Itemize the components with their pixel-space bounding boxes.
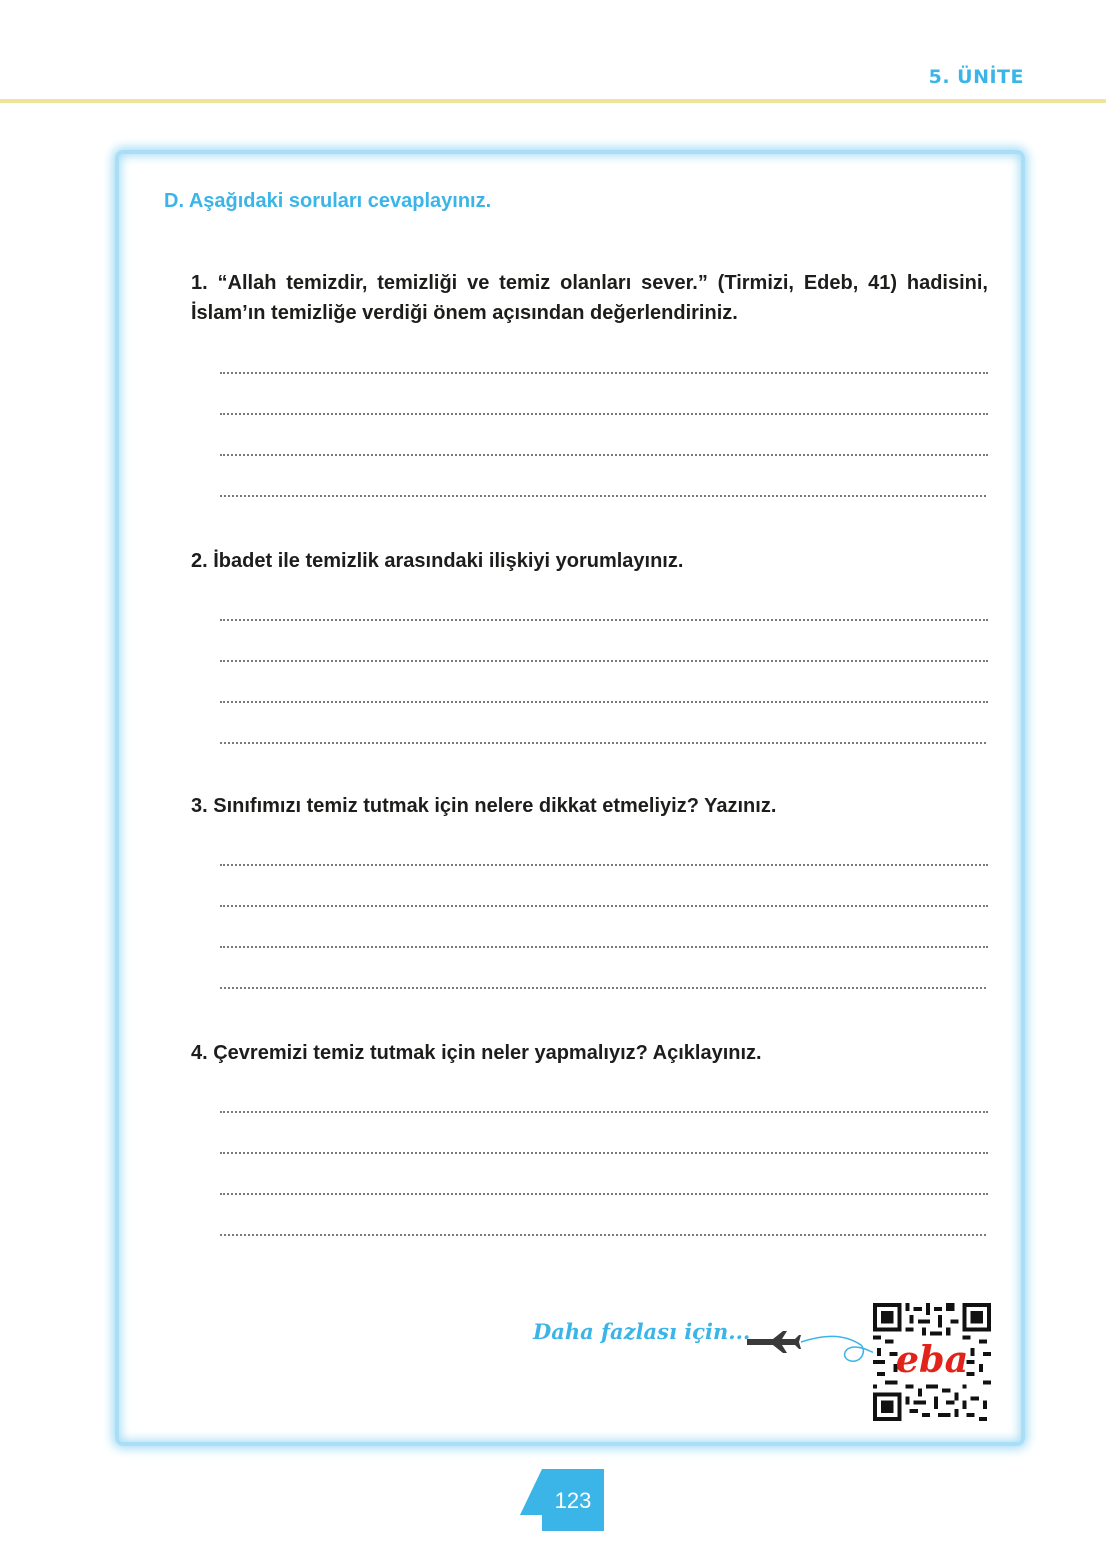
header-rule	[0, 99, 1106, 103]
airplane-icon	[747, 1331, 801, 1353]
answer-line[interactable]	[220, 621, 988, 662]
answer-line[interactable]	[220, 580, 988, 621]
answer-line[interactable]	[220, 374, 988, 415]
answer-lines-1	[220, 333, 988, 497]
answer-lines-3	[220, 825, 988, 989]
answer-line[interactable]	[220, 825, 988, 866]
answer-line[interactable]	[220, 456, 986, 497]
airplane-trail-icon	[743, 1315, 878, 1375]
more-text[interactable]: Daha fazlası için...	[533, 1319, 751, 1344]
answer-line[interactable]	[220, 866, 988, 907]
page-number: 123	[554, 1488, 592, 1513]
answer-line[interactable]	[220, 333, 988, 374]
answer-line[interactable]	[220, 1195, 986, 1236]
answer-line[interactable]	[220, 1072, 988, 1113]
answer-lines-4	[220, 1072, 988, 1236]
unit-label: 5. ÜNİTE	[928, 66, 1024, 88]
answer-line[interactable]	[220, 1154, 988, 1195]
qr-code-icon[interactable]	[873, 1303, 991, 1421]
answer-line[interactable]	[220, 1113, 988, 1154]
section-title: D. Aşağıdaki soruları cevaplayınız.	[164, 190, 492, 212]
question-3: 3. Sınıfımızı temiz tutmak için nelere dikkat etmeliyiz? Yazınız.	[191, 795, 777, 817]
answer-line[interactable]	[220, 948, 986, 989]
question-4: 4. Çevremizi temiz tutmak için neler yapmalıyız? Açıklayınız.	[191, 1042, 762, 1064]
answer-line[interactable]	[220, 662, 988, 703]
answer-line[interactable]	[220, 703, 986, 744]
exercise-panel	[118, 153, 1022, 1443]
answer-line[interactable]	[220, 415, 988, 456]
more-resources	[533, 1303, 993, 1423]
question-2: 2. İbadet ile temizlik arasındaki ilişkiyi yorumlayınız.	[191, 550, 684, 572]
question-1: 1. “Allah temizdir, temizliği ve temiz olanları sever.” (Tirmizi, Edeb, 41) hadisini, İslam’ın temizliğe verdiği önem açısından değerlendiriniz.	[191, 272, 988, 324]
answer-lines-2	[220, 580, 988, 744]
answer-line[interactable]	[220, 907, 988, 948]
eba-logo: eba	[895, 1338, 969, 1382]
